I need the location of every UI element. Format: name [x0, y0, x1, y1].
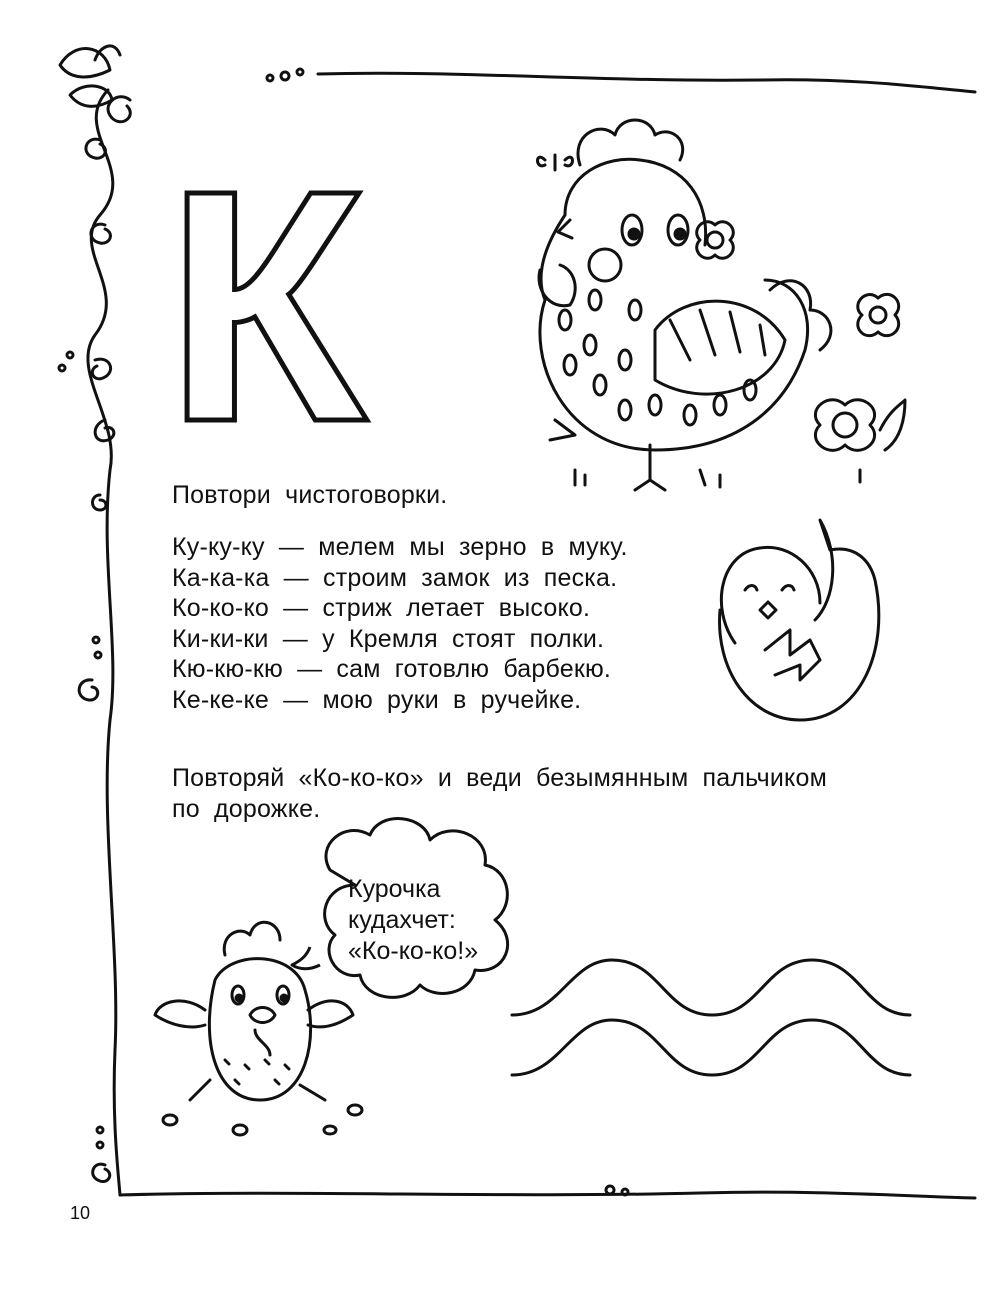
trace-path-lower	[512, 1020, 910, 1075]
page-number: 10	[70, 1203, 91, 1223]
speech-bubble-line3: «Ко-ко-ко!»	[348, 937, 479, 965]
verse-line: Кю-кю-кю — сам готовлю барбекю.	[172, 655, 612, 683]
frame-bottom-line	[120, 1192, 975, 1198]
instruction-trace-line2: по дорожке.	[172, 794, 321, 823]
verse-line: Ка-ка-ка — строим замок из песка.	[172, 563, 618, 592]
trace-path-upper	[512, 960, 910, 1015]
hen-illustration	[538, 120, 906, 490]
speech-bubble-line1: Курочка	[348, 875, 441, 903]
verse-line: Ку-ку-ку — мелем мы зерно в муку.	[172, 533, 628, 561]
instruction-repeat: Повтори чистоговорки.	[172, 481, 448, 509]
speech-bubble-line2: кудахчет:	[348, 906, 456, 934]
instruction-trace-line1: Повторяй «Ко-ко-ко» и веди безымянным пальчиком	[172, 764, 827, 792]
verses-block	[172, 532, 628, 715]
leaf-icon	[60, 49, 110, 77]
instruction-trace	[172, 763, 932, 824]
verse-line: Ко-ко-ко — стриж летает высоко.	[172, 594, 591, 622]
little-hen-illustration	[155, 922, 362, 1135]
speech-bubble-text	[348, 874, 478, 967]
verse-line: Ки-ки-ки — у Кремля стоят полки.	[172, 624, 605, 653]
verse-line: Ке-ке-ке — мою руки в ручейке.	[172, 685, 582, 714]
big-letter-k: К	[165, 121, 367, 490]
frame-top-line	[318, 73, 975, 92]
chick-in-egg-illustration	[720, 520, 879, 720]
